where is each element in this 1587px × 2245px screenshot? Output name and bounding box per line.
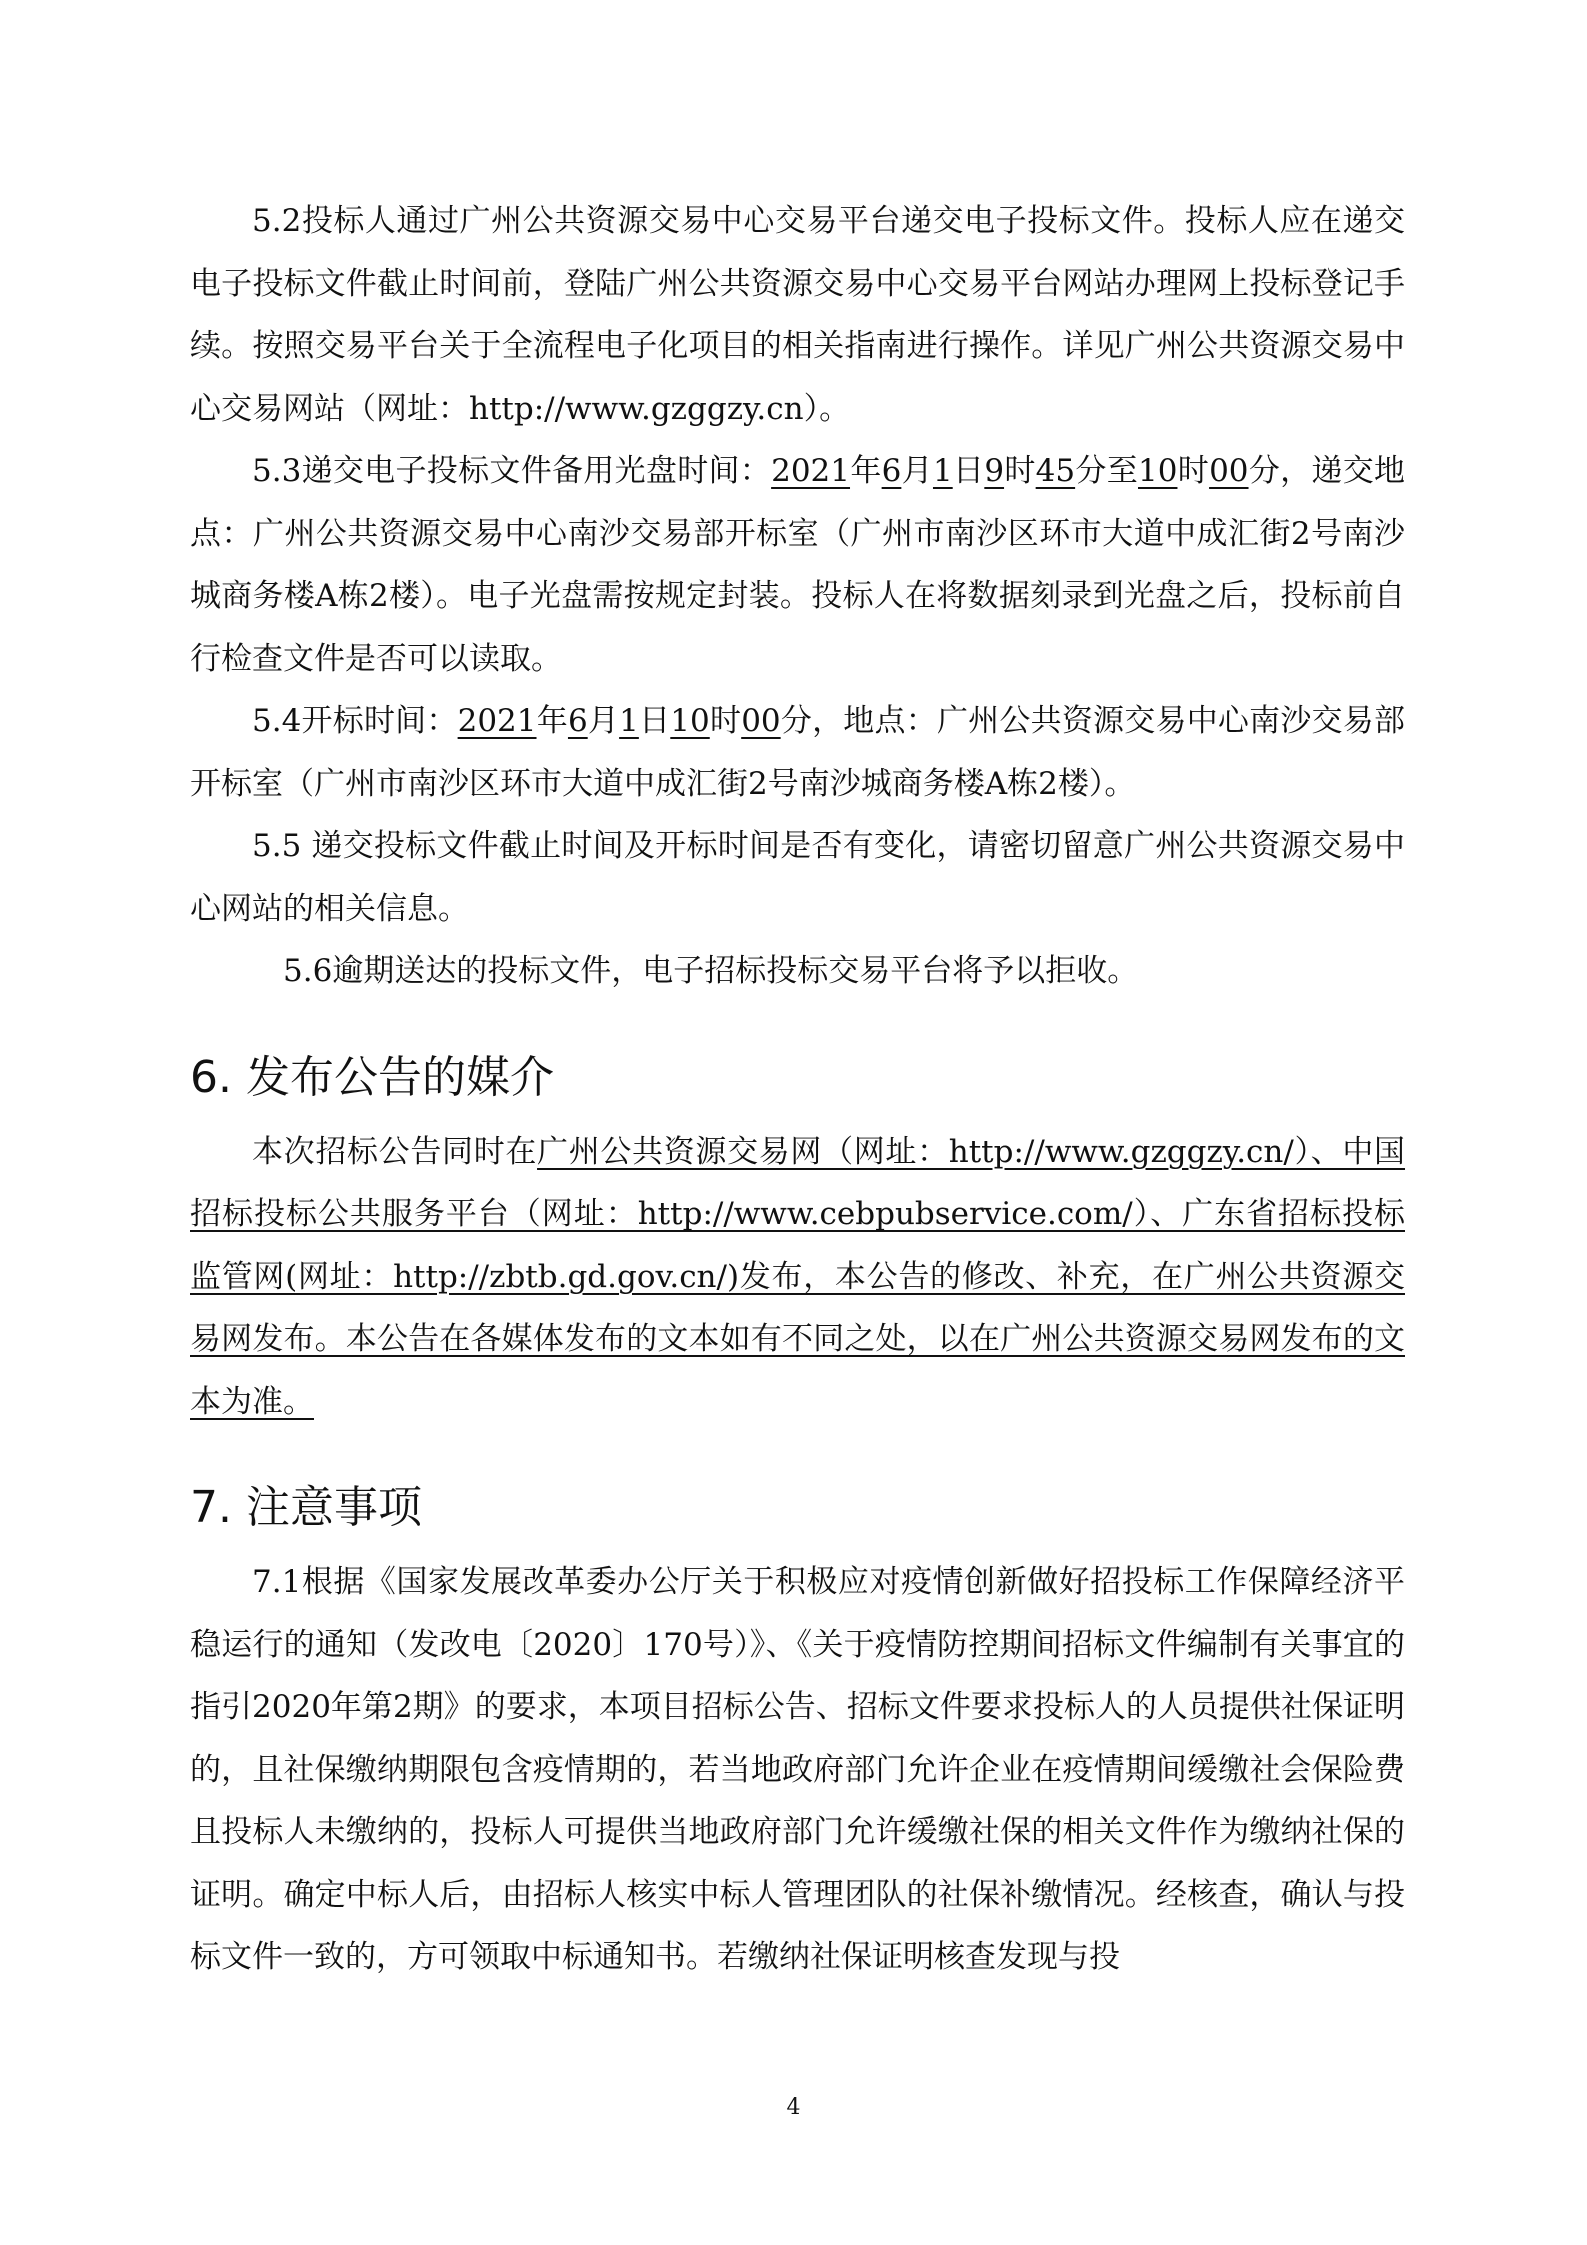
p53-hour-start: 9	[984, 453, 1005, 489]
p54-year: 2021	[457, 703, 537, 739]
section6-lead: 本次招标公告同时在	[252, 1133, 538, 1170]
page-number: 4	[786, 2095, 801, 2120]
paragraph-7-1: 7.1根据《国家发展改革委办公厅关于积极应对疫情创新做好招投标工作保障经济平稳运行的通知（发改电〔2020〕170号）》、《关于疫情防控期间招标文件编制有关事宜的指引2020年第2期》的要求，本项目招标公告、招标文件要求投标人的人员提供社保证明的，且社保缴纳期限包含疫情期的，若当地政府部门允许企业在疫情期间缓缴社会保险费且投标人未缴纳的，投标人可提供当地政府部门允许缓缴社保的相关文件作为缴纳社保的证明。确定中标人后，由招标人核实中标人管理团队的社保补缴情况。经核查，确认与投标文件一致的，方可领取中标通知书。若缴纳社保证明核查发现与投	[190, 1564, 1405, 1975]
p53-hour-end: 10	[1138, 453, 1178, 489]
p54-minute: 00	[741, 703, 781, 739]
p54-text-day: 日	[638, 703, 671, 739]
p53-text-hour: 时	[1004, 453, 1036, 489]
p53-day: 1	[932, 453, 953, 489]
p53-rest: 分，递交地点：广州公共资源交易中心南沙交易部开标室（广州市南沙区环市大道中成汇街2号南沙城商务楼A栋2楼）。电子光盘需按规定封装。投标人在将数据刻录到光盘之后，投标前自行检查文件是否可以读取。	[190, 453, 1406, 677]
p54-month: 6	[567, 703, 588, 739]
p53-year: 2021	[771, 453, 851, 489]
p53-minute-end: 00	[1209, 453, 1249, 489]
paragraph-5-5: 5.5 递交投标文件截止时间及开标时间是否有变化，请密切留意广州公共资源交易中心网站的相关信息。	[190, 828, 1405, 927]
paragraph-5-4	[190, 690, 1405, 815]
p53-lead: 5.3递交电子投标文件备用光盘时间：	[252, 453, 772, 489]
section6-underlined-text: 广州公共资源交易网（网址：http://www.gzggzy.cn/）、中国招标投标公共服务平台（网址：http://www.cebpubservice.com/）、广东省招标投标监管网(网址：http://zbtb.gd.gov.cn/)发布，本公告的修改、补充，在广州公共资源交易网发布。本公告在各媒体发布的文本如有不同之处，以在广州公共资源交易网发布的文本为准。	[190, 1133, 1406, 1420]
p53-text-to: 分至	[1075, 453, 1139, 489]
paragraph-6-media	[190, 1121, 1405, 1434]
section-6-heading: 6. 发布公告的媒介	[190, 1051, 554, 1103]
p54-lead: 5.4开标时间：	[252, 703, 458, 739]
page-content	[190, 190, 1405, 1989]
p54-text-hour: 时	[709, 703, 742, 739]
p53-text-month: 月	[901, 453, 933, 489]
p53-text-year: 年	[850, 453, 882, 489]
p53-text-hour-end: 时	[1177, 453, 1210, 489]
p54-text-year: 年	[536, 703, 568, 739]
paragraph-5-3	[190, 440, 1405, 690]
p54-rest: 分，地点：广州公共资源交易中心南沙交易部开标室（广州市南沙区环市大道中成汇街2号南沙城商务楼A栋2楼）。	[190, 703, 1405, 802]
paragraph-5-6: 5.6逾期送达的投标文件，电子招标投标交易平台将予以拒收。	[283, 953, 1139, 989]
section-7-heading: 7. 注意事项	[190, 1482, 422, 1533]
p54-text-month: 月	[587, 703, 620, 739]
paragraph-5-2: 5.2投标人通过广州公共资源交易中心交易平台递交电子投标文件。投标人应在递交电子投标文件截止时间前，登陆广州公共资源交易中心交易平台网站办理网上投标登记手续。按照交易平台关于全流程电子化项目的相关指南进行操作。详见广州公共资源交易中心交易网站（网址：http://www.gzggzy.cn）。	[190, 203, 1405, 427]
p53-text-day: 日	[952, 453, 985, 489]
p53-minute-start: 45	[1035, 453, 1076, 489]
p54-hour: 10	[670, 703, 710, 739]
p53-month: 6	[881, 453, 902, 489]
p54-day: 1	[619, 703, 639, 739]
